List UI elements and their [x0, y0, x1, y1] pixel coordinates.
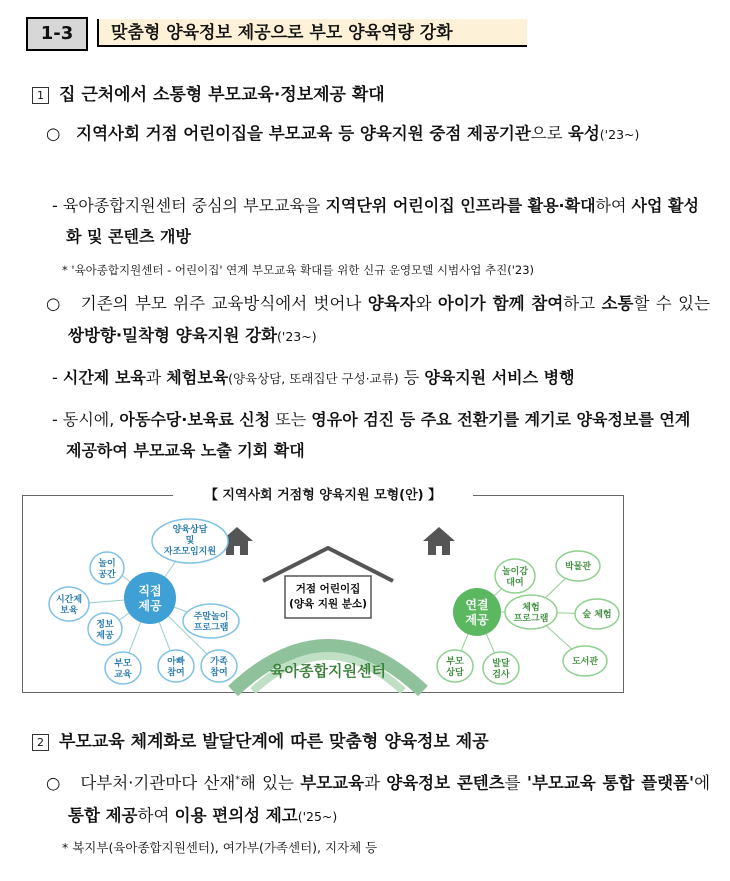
subsection-2-heading [0, 727, 674, 752]
item-label: 도서관 [571, 657, 599, 667]
bullet-3-emph2: 양육정보 콘텐츠 [386, 773, 505, 793]
item-label: 교육 [114, 670, 132, 680]
section-number: 1-3 [26, 17, 88, 51]
item-label: 시간제 [55, 595, 83, 605]
note-2: * 복지부(육아종합지원센터), 여가부(가족센터), 지자체 등 [62, 840, 378, 855]
center-label-1: 거점 어린이집 [295, 583, 361, 595]
item-label: 참여 [210, 668, 228, 678]
linked-provision-hub [453, 588, 501, 636]
dash-3-text: 동시에, [62, 410, 120, 429]
dash-3-emph2: 영유아 검진 등 주요 전환기 [311, 410, 504, 429]
item-label: 공간 [98, 570, 116, 580]
bullet-1-date: ('23~) [599, 127, 640, 142]
dash-1-emph: 지역단위 어린이집 인프라를 활용·확대 [325, 196, 596, 215]
bullet-3-emph4: 통합 제공 [68, 805, 138, 825]
subsection-number-box: 2 [32, 734, 49, 751]
dash-3-text2: 또는 [270, 410, 312, 429]
dash-bullet: - [52, 196, 58, 215]
item-label: 상담 [446, 668, 464, 678]
bullet-3-emph3: '부모교육 통합 플랫폼' [526, 773, 695, 793]
item-label: 가족 [210, 657, 228, 667]
bullet-1-emph: 지역사회 거점 어린이집을 부모교육 등 양육지원 중점 제공기관 [76, 124, 531, 143]
base-label: 육아종합지원센터 [270, 662, 386, 680]
dash-2-emph: 시간제 보육 [62, 368, 146, 387]
bullet-2-text4: 할 수 있는 [633, 294, 711, 313]
bullet-2-text3: 하고 [563, 294, 602, 313]
dash-1-text: 육아종합지원센터 중심의 부모교육을 [62, 196, 326, 215]
bullet-3-text2: 해 있는 [239, 773, 301, 793]
dash-2-text: 과 [145, 368, 167, 387]
dash-1-text2: 하여 [595, 196, 632, 215]
subsection-1-title: 집 근처에서 소통형 부모교육·정보제공 확대 [59, 85, 385, 105]
item-label: 프로그램 [193, 623, 229, 633]
dash-2-paren: (양육상담, 또래집단 구성·교류) [228, 371, 399, 386]
item-label: 놀이 [98, 559, 116, 569]
item-label: 정보 [96, 620, 114, 630]
item-label: 양육상담 [172, 525, 208, 535]
diagram-canvas [23, 496, 623, 692]
direct-provision-hub [124, 572, 176, 624]
item-label: 대여 [506, 578, 524, 588]
support-model-diagram [22, 488, 624, 693]
item-label: 자조모임지원 [163, 547, 217, 557]
bullet-2 [0, 288, 730, 353]
bullet-2-emph3: 소통 [601, 294, 634, 313]
dash-3 [0, 404, 728, 466]
bullet-3-emph: 부모교육 [300, 773, 365, 793]
bullet-1-emph2: 육성 [567, 124, 600, 143]
subsection-1-heading [0, 80, 674, 105]
item-label: 부모 [446, 657, 464, 667]
item-label: 제공 [96, 631, 114, 641]
item-label: 발달 [492, 659, 510, 669]
item-label: 아빠 [167, 657, 185, 667]
item-label: 놀이감 [501, 567, 529, 577]
item-label: 검사 [492, 670, 510, 680]
circle-bullet: ○ [46, 773, 62, 793]
section-title: 맞춤형 양육정보 제공으로 부모 양육역량 강화 [97, 19, 527, 47]
left-hub-label-1: 직접 [138, 584, 162, 598]
bullet-2-text: 기존의 부모 위주 교육방식에서 벗어나 [80, 294, 368, 313]
center-house [263, 548, 393, 618]
item-label: 보육 [60, 606, 78, 616]
bullet-3-text3: 과 [364, 773, 387, 793]
bullet-3-text: 다부처·기관마다 산재 [80, 773, 236, 793]
bullet-2-emph4: 쌍방향·밀착형 양육지원 강화 [68, 326, 278, 345]
diagram-title: 【 지역사회 거점형 양육지원 모형(안) 】 [173, 486, 473, 506]
dash-2-emph2: 체험보육 [166, 368, 229, 387]
item-label: 프로그램 [513, 614, 549, 624]
dash-bullet: - [52, 410, 58, 429]
subsection-number-box: 1 [32, 87, 49, 104]
dash-3-emph3: 를 계기로 양육정보를 연계 제공하여 부모교육 노출 기회 확대 [66, 410, 691, 460]
item-label: 및 [185, 536, 195, 546]
bullet-3-text6: 하여 [137, 805, 175, 825]
bullet-2-date: ('23~) [277, 329, 317, 344]
item-label: 참여 [167, 668, 185, 678]
dash-2 [0, 362, 728, 394]
right-hub-label-1: 연결 [465, 598, 489, 612]
dash-1 [0, 190, 728, 252]
item-label: 숲 체험 [582, 610, 612, 620]
circle-bullet: ○ [46, 124, 61, 143]
subsection-2-title: 부모교육 체계화로 발달단계에 따른 맞춤형 양육정보 제공 [59, 732, 489, 752]
house-icon-right [423, 527, 455, 555]
bullet-3-text5: 에 [694, 773, 711, 793]
bullet-1 [0, 118, 730, 151]
right-hub-label-2: 제공 [465, 613, 489, 627]
bullet-3 [0, 764, 730, 833]
dash-2-emph3: 양육지원 서비스 병행 [424, 368, 575, 387]
center-label-2: (양육 지원 분소) [289, 598, 367, 610]
circle-bullet: ○ [46, 294, 62, 313]
bullet-2-emph: 양육자 [367, 294, 416, 313]
dash-2-text2: 등 [398, 368, 425, 387]
bullet-3-text4: 를 [504, 773, 527, 793]
bullet-2-text2: 와 [415, 294, 438, 313]
dash-3-emph: 아동수당·보육료 신청 [119, 410, 271, 429]
center-base [233, 646, 423, 691]
section-header [26, 17, 530, 51]
item-label: 주말놀이 [193, 612, 229, 622]
dash-1-emph2: 사업 활성화 및 콘텐츠 개방 [66, 196, 699, 246]
bullet-3-emph5: 이용 편의성 제고 [174, 805, 298, 825]
bullet-3-date: ('25~) [297, 808, 338, 824]
bullet-2-emph2: 아이가 함께 참여 [437, 294, 564, 313]
left-hub-label-2: 제공 [138, 599, 162, 613]
item-label: 부모 [114, 659, 132, 669]
bullet-1-text: 으로 [530, 124, 568, 143]
note-1: * '육아종합지원센터 - 어린이집' 연계 부모교육 확대를 위한 신규 운영모델 시범사업 추진('23) [62, 263, 535, 277]
dash-bullet: - [52, 368, 58, 387]
footnote-marker: * [235, 775, 240, 785]
item-label: 체험 [522, 603, 540, 613]
item-label: 박물관 [564, 562, 592, 572]
